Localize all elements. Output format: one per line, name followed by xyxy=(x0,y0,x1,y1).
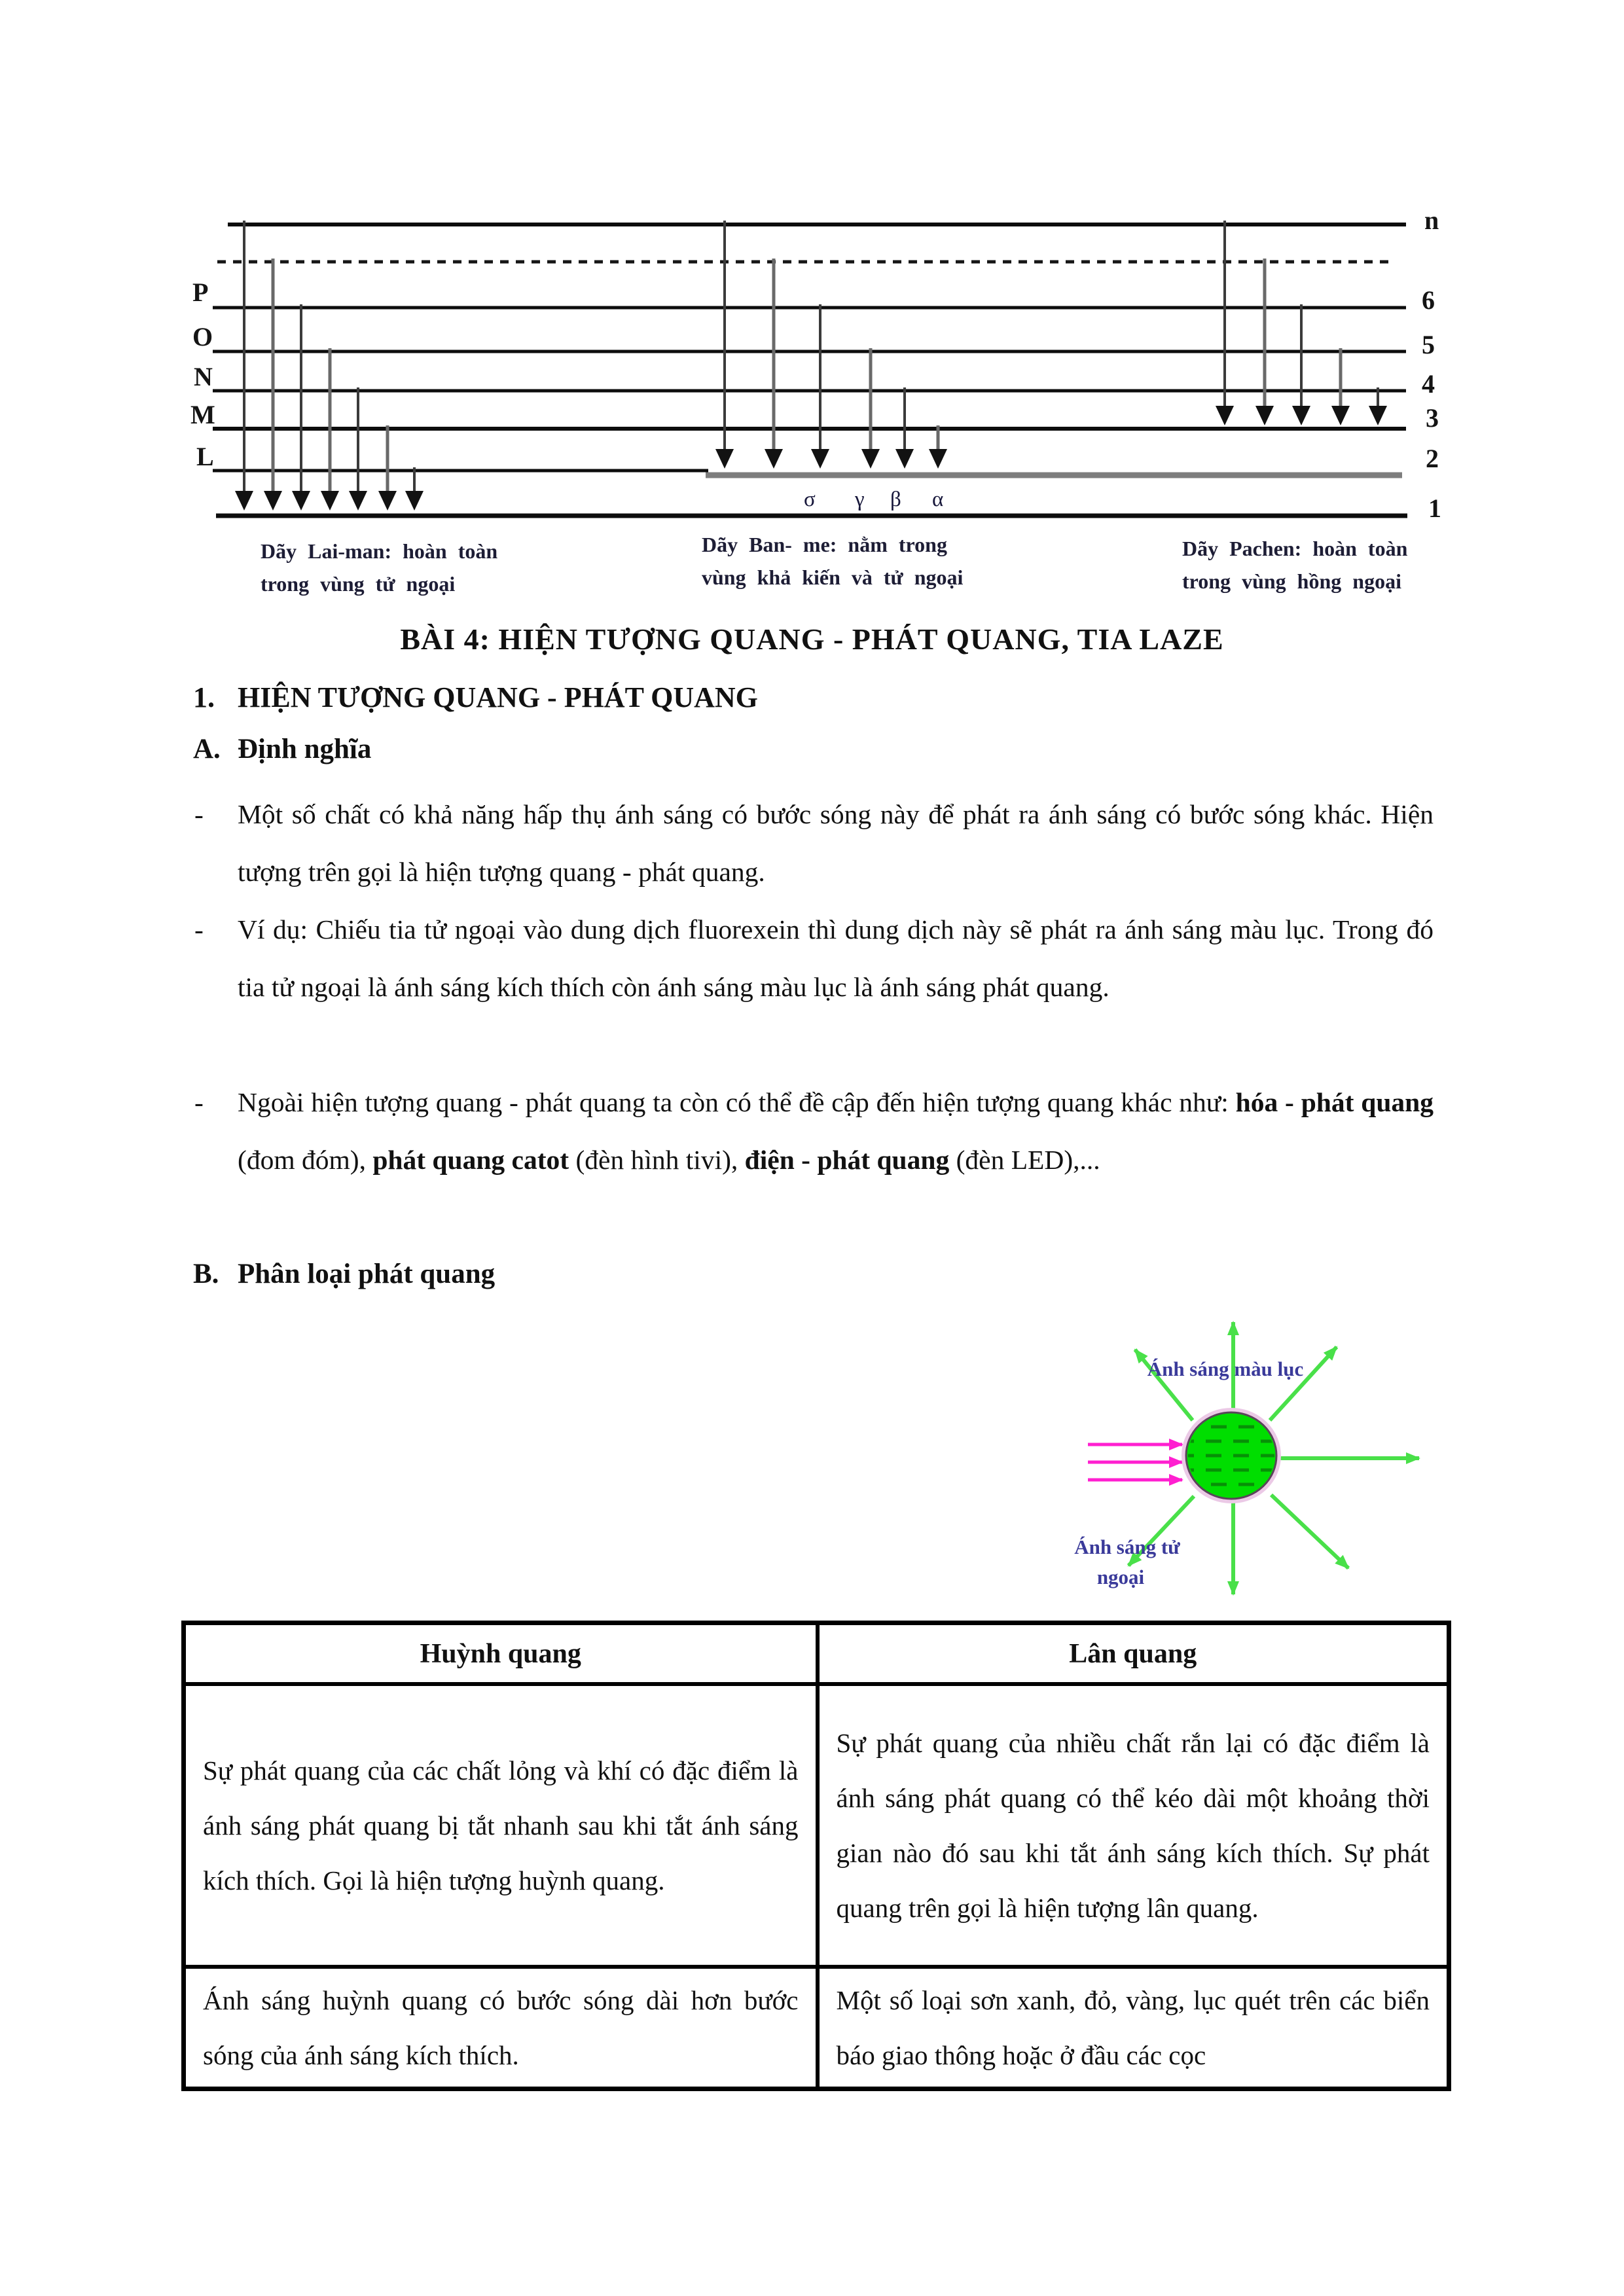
section-b-heading xyxy=(193,1258,495,1290)
paschen-caption-line1: Dãy Pachen: hoàn toàn xyxy=(1182,537,1408,560)
table-cell-fluorescence-definition: Sự phát quang của các chất lỏng và khí có đặc điểm là ánh sáng phát quang bị tắt nhanh sau khi tắt ánh sáng kích thích. Gọi là hiện tượng huỳnh quang. xyxy=(184,1684,818,1967)
shell-label-N: N xyxy=(194,362,213,391)
lyman-caption-line2: trong vùng tử ngoại xyxy=(261,572,456,596)
shell-label-L: L xyxy=(196,442,214,471)
level-number-n: n xyxy=(1424,209,1439,235)
section-b-text: Phân loại phát quang xyxy=(238,1259,496,1289)
level-number-3: 3 xyxy=(1426,403,1439,433)
section-b-letter: B. xyxy=(193,1259,219,1289)
lesson-title: BÀI 4: HIỆN TƯỢNG QUANG - PHÁT QUANG, TIA LAZE xyxy=(400,622,1224,656)
table-cell-phosphorescence-example: Một số loại sơn xanh, đỏ, vàng, lục quét trên các biển báo giao thông hoặc ở đầu các cọc xyxy=(818,1967,1449,2089)
bullet-other-phenomena xyxy=(194,1073,1434,1189)
section-a-letter: A. xyxy=(193,734,221,764)
table-header-row xyxy=(184,1623,1449,1685)
table-row xyxy=(184,1684,1449,1967)
table-cell-fluorescence-wavelength: Ánh sáng huỳnh quang có bước sóng dài hơn bước sóng của ánh sáng kích thích. xyxy=(184,1967,818,2089)
balmer-series-arrows xyxy=(715,221,947,469)
level-number-5: 5 xyxy=(1422,330,1435,359)
uv-light-label-line1: Ánh sáng tử xyxy=(1074,1535,1180,1558)
paschen-series-arrows xyxy=(1216,221,1387,425)
level-number-6: 6 xyxy=(1422,285,1435,315)
lyman-series-arrows xyxy=(235,221,424,511)
bullet-dash: - xyxy=(194,799,204,829)
section-1-number: 1. xyxy=(193,681,215,713)
paschen-caption-line2: trong vùng hồng ngoại xyxy=(1182,569,1401,593)
shell-label-P: P xyxy=(192,278,209,307)
level-number-2: 2 xyxy=(1426,444,1439,473)
fluorescence-phosphorescence-table xyxy=(181,1621,1451,2091)
table-row xyxy=(184,1967,1449,2089)
section-a-text: Định nghĩa xyxy=(238,734,372,764)
section-1-heading xyxy=(193,681,758,714)
level-number-1: 1 xyxy=(1428,493,1441,523)
balmer-line-beta-label: β xyxy=(890,488,901,511)
bullet-dash: - xyxy=(194,914,204,944)
bullet-other-phenomena-text: Ngoài hiện tượng quang - phát quang ta còn có thể đề cập đến hiện tượng quang khác như: hóa - phát quang (đom đóm), phát quang catot (đèn hình tivi), điện - phát quang (đèn LED),... xyxy=(238,1087,1434,1175)
bullet-definition xyxy=(194,785,1434,901)
table-header-lan-quang: Lân quang xyxy=(818,1623,1449,1685)
balmer-caption-line1: Dãy Ban- me: nằm trong xyxy=(702,533,947,556)
level-number-4: 4 xyxy=(1422,369,1435,399)
table-header-huynh-quang: Huỳnh quang xyxy=(184,1623,818,1685)
balmer-caption-line2: vùng khả kiến và tử ngoại xyxy=(702,565,964,589)
balmer-line-delta-label: σ xyxy=(804,488,816,511)
section-a-heading xyxy=(193,733,371,765)
section-1-text: HIỆN TƯỢNG QUANG - PHÁT QUANG xyxy=(238,681,758,713)
bullet-example xyxy=(194,901,1434,1016)
balmer-line-gamma-label: γ xyxy=(855,488,865,511)
bullet-dash: - xyxy=(194,1087,204,1117)
fluorescence-illustration xyxy=(1047,1296,1506,1610)
uv-light-label-line2: ngoại xyxy=(1096,1566,1145,1588)
balmer-line-alpha-label: α xyxy=(932,488,944,511)
green-light-label: Ánh sáng màu lục xyxy=(1147,1357,1304,1380)
shell-label-M: M xyxy=(190,400,215,429)
bullet-example-text: Ví dụ: Chiếu tia tử ngoại vào dung dịch fluorexein thì dung dịch này sẽ phát ra ánh sáng màu lục. Trong đó tia tử ngoại là ánh sáng kích thích còn ánh sáng màu lục là ánh sáng phát quang. xyxy=(238,914,1434,1002)
lyman-caption-line1: Dãy Lai-man: hoàn toàn xyxy=(261,539,498,563)
incoming-uv-arrows xyxy=(1088,1444,1182,1480)
table-cell-phosphorescence-definition: Sự phát quang của nhiều chất rắn lại có đặc điểm là ánh sáng phát quang có thể kéo dài một khoảng thời gian nào đó sau khi tắt ánh sáng kích thích. Sự phát quang trên gọi là hiện tượng lân quang. xyxy=(818,1684,1449,1967)
energy-level-diagram xyxy=(183,209,1479,602)
bullet-definition-text: Một số chất có khả năng hấp thụ ánh sáng có bước sóng này để phát ra ánh sáng có bước sóng khác. Hiện tượng trên gọi là hiện tượng quang - phát quang. xyxy=(238,799,1434,887)
shell-label-O: O xyxy=(192,322,213,351)
